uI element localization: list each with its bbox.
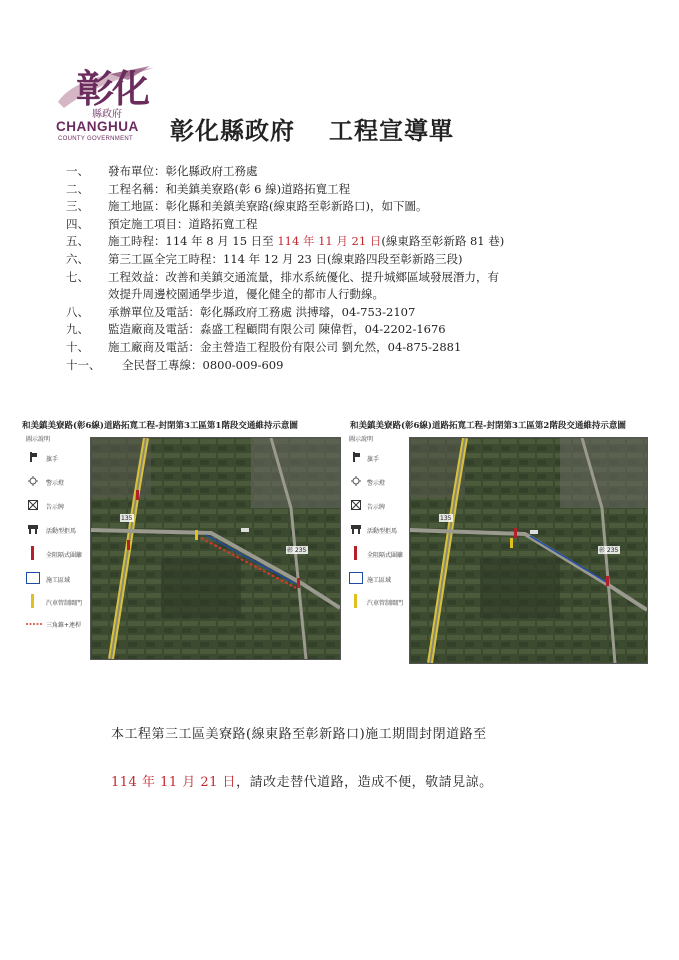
closure-notice-line2: 114 年 11 月 21 日，請改走替代道路，造成不便，敬請見諒。 bbox=[111, 775, 493, 790]
closure-date: 114 年 11 月 21 日 bbox=[111, 775, 237, 790]
gate-icon bbox=[30, 594, 36, 608]
map-2-road-label: 彰 235 bbox=[599, 547, 619, 554]
list-item: 二、 工程名稱：和美鎮美寮路(彰 6 線)道路拓寬工程 bbox=[66, 181, 351, 196]
map-2-legend: 圖示說明 旗手 警示燈 告示牌 活動型拒馬 全阻隔式圍籬 施工區域 汽車管制閘門 bbox=[349, 436, 404, 607]
gate-icon bbox=[353, 594, 359, 608]
logo-gov-label: 縣政府 bbox=[92, 109, 122, 120]
list-item: 六、 第三工區全完工時程：114 年 12 月 23 日(線東路四段至彰新路三段) bbox=[66, 251, 463, 266]
list-item: 十、 施工廠商及電話：金主營造工程股份有限公司 劉允然，04-875-2881 bbox=[66, 339, 462, 354]
deadline-date: 114 年 11 月 21 日 bbox=[277, 234, 382, 249]
sign-board-icon bbox=[351, 500, 361, 510]
work-zone-icon bbox=[26, 572, 40, 584]
list-item: 五、 施工時程：114 年 8 月 15 日至 114 年 11 月 21 日(線東路至彰新路 81 巷) bbox=[66, 234, 505, 249]
info-list bbox=[66, 163, 626, 374]
list-item: 八、 承辦單位及電話：彰化縣政府工務處 洪搏璿，04-753-2107 bbox=[66, 304, 416, 319]
map-1-road-label: 135 bbox=[121, 515, 133, 522]
flagman-icon bbox=[351, 452, 361, 462]
map-2-road-label: 135 bbox=[440, 515, 452, 522]
sign-board-icon bbox=[28, 500, 38, 510]
list-item: 一、 發布單位：彰化縣政府工務處 bbox=[66, 164, 258, 178]
list-item: 三、 施工地區：彰化縣和美鎮美寮路(線東路至彰新路口)，如下圖。 bbox=[66, 199, 428, 214]
barricade-icon bbox=[28, 524, 38, 534]
warning-light-icon bbox=[28, 476, 38, 486]
closure-notice-line1: 本工程第三工區美寮路(線東路至彰新路口)施工期間封閉道路至 bbox=[111, 727, 487, 742]
list-item-continuation: 效提升周邊校園通學步道，優化健全的都市人行動線。 bbox=[108, 287, 384, 302]
map-2-caption: 和美鎮美寮路(彰6線)道路拓寬工程-封閉第3工區第2階段交通維持示意圖 bbox=[350, 421, 626, 431]
map-2-aerial bbox=[409, 437, 648, 664]
cone-bar-icon bbox=[26, 622, 42, 626]
list-item: 七、 工程效益：改善和美鎮交通流量，排水系統優化、提升城鄉區域發展潛力，有 bbox=[66, 269, 499, 284]
list-item: 十一、 全民督工專線：0800-009-609 bbox=[66, 357, 284, 372]
fence-icon bbox=[30, 546, 36, 560]
title-doc: 工程宣導單 bbox=[329, 116, 454, 145]
map-1-legend: 圖示說明 旗手 警示燈 告示牌 活動型拒馬 全阻隔式圍籬 施工區域 汽車管制閘門 三角錐+連桿 bbox=[26, 436, 83, 629]
logo-english-sub: COUNTY GOVERNMENT bbox=[58, 136, 133, 142]
flagman-icon bbox=[28, 452, 38, 462]
warning-light-icon bbox=[351, 476, 361, 486]
list-item: 九、 監造廠商及電話：淼盛工程顧問有限公司 陳偉哲，04-2202-1676 bbox=[66, 322, 446, 337]
document-title bbox=[170, 111, 454, 146]
map-1-road-label: 彰 235 bbox=[287, 547, 307, 554]
map-1-caption: 和美鎮美寮路(彰6線)道路拓寬工程-封閉第3工區第1階段交通維持示意圖 bbox=[22, 421, 298, 431]
county-logo bbox=[56, 58, 160, 150]
fence-icon bbox=[353, 546, 359, 560]
logo-english-name: CHANGHUA bbox=[56, 119, 139, 134]
barricade-icon bbox=[351, 524, 361, 534]
work-zone-icon bbox=[349, 572, 363, 584]
map-1-aerial bbox=[90, 437, 341, 660]
list-item: 四、 預定施工項目：道路拓寬工程 bbox=[66, 216, 258, 231]
title-agency: 彰化縣政府 bbox=[170, 116, 295, 145]
logo-hanzi: 彰化 bbox=[76, 66, 149, 111]
